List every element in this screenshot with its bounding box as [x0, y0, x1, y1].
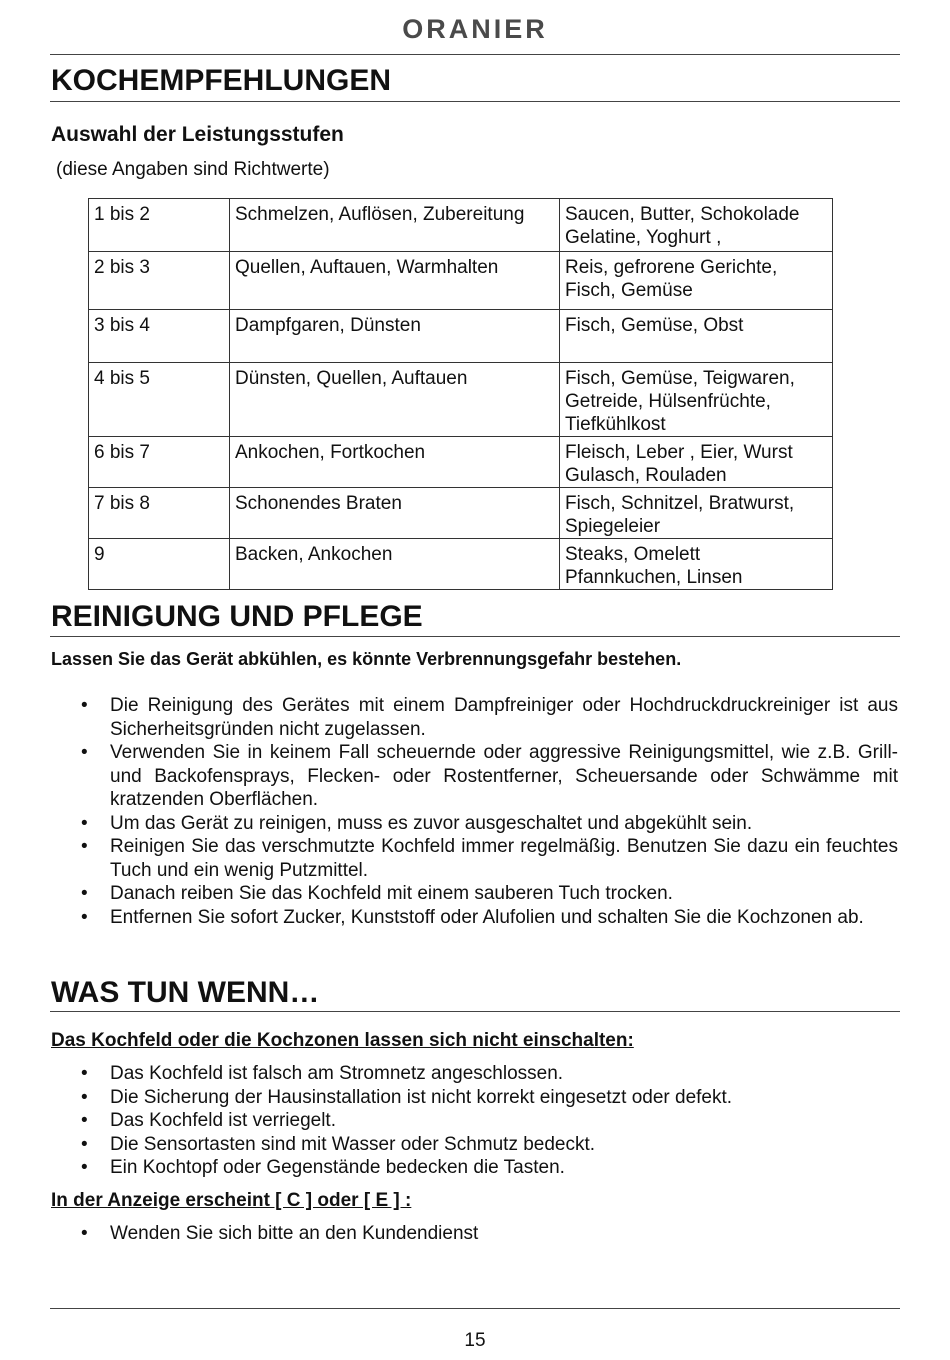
cleaning-list: [77, 694, 898, 929]
brand-logo: ORANIER: [402, 14, 548, 44]
food-cell: Fisch, Gemüse, Teigwaren, Getreide, Hülsenfrüchte, Tiefkühlkost: [560, 363, 833, 437]
food-cell: Fleisch, Leber , Eier, Wurst Gulasch, Rouladen: [560, 437, 833, 488]
case1-list: [77, 1062, 898, 1180]
case2-heading: In der Anzeige erscheint [ C ] oder [ E ] :: [51, 1190, 412, 1211]
method-cell: Dampfgaren, Dünsten: [230, 310, 560, 363]
method-cell: Dünsten, Quellen, Auftauen: [230, 363, 560, 437]
troubleshoot-title-rule: [50, 1011, 900, 1012]
method-cell: Quellen, Auftauen, Warmhalten: [230, 252, 560, 310]
list-item: • Reinigen Sie das verschmutzte Kochfeld immer regelmäßig. Benutzen Sie dazu ein feuchtes Tuch und ein wenig Putzmittel.: [77, 835, 898, 882]
list-item: • Wenden Sie sich bitte an den Kundendienst: [77, 1222, 898, 1246]
level-cell: 7 bis 8: [89, 488, 230, 539]
food-cell: Fisch, Schnitzel, Bratwurst, Spiegeleier: [560, 488, 833, 539]
list-item: • Die Reinigung des Gerätes mit einem Dampfreiniger oder Hochdruckdruckreiniger ist aus Sicherheitsgründen nicht zugelassen.: [77, 694, 898, 741]
list-item: • Das Kochfeld ist falsch am Stromnetz angeschlossen.: [77, 1062, 898, 1086]
table-row: [89, 488, 833, 539]
case1-heading: Das Kochfeld oder die Kochzonen lassen sich nicht einschalten:: [51, 1030, 634, 1051]
list-item: • Das Kochfeld ist verriegelt.: [77, 1109, 898, 1133]
food-cell: Saucen, Butter, Schokolade Gelatine, Yoghurt ,: [560, 199, 833, 252]
cooking-note: (diese Angaben sind Richtwerte): [56, 159, 330, 180]
level-cell: 1 bis 2: [89, 199, 230, 252]
level-cell: 9: [89, 539, 230, 590]
food-cell: Fisch, Gemüse, Obst: [560, 310, 833, 363]
cooking-subtitle: Auswahl der Leistungsstufen: [51, 123, 344, 146]
troubleshoot-title: WAS TUN WENN…: [51, 976, 320, 1009]
food-cell: Steaks, Omelett Pfannkuchen, Linsen: [560, 539, 833, 590]
list-item: • Danach reiben Sie das Kochfeld mit einem sauberen Tuch trocken.: [77, 882, 898, 906]
footer-rule: [50, 1308, 900, 1309]
case2-list: [77, 1222, 898, 1246]
list-item: • Verwenden Sie in keinem Fall scheuernde oder aggressive Reinigungsmittel, wie z.B. Grill- und Backofensprays, Flecken- oder Rostentferner, Scheuersande oder Schwämme mit kratzenden Oberflächen.: [77, 741, 898, 812]
table-row: [89, 363, 833, 437]
list-item: • Ein Kochtopf oder Gegenstände bedecken die Tasten.: [77, 1156, 898, 1180]
method-cell: Backen, Ankochen: [230, 539, 560, 590]
method-cell: Schmelzen, Auflösen, Zubereitung: [230, 199, 560, 252]
cooking-title-rule: [50, 101, 900, 102]
cleaning-title-rule: [50, 636, 900, 637]
cleaning-warning: Lassen Sie das Gerät abkühlen, es könnte Verbrennungsgefahr bestehen.: [51, 649, 682, 669]
table-row: [89, 539, 833, 590]
table-row: [89, 437, 833, 488]
table-row: [89, 310, 833, 363]
power-level-table: [88, 198, 833, 590]
level-cell: 4 bis 5: [89, 363, 230, 437]
cooking-title: KOCHEMPFEHLUNGEN: [51, 64, 392, 97]
list-item: • Entfernen Sie sofort Zucker, Kunststoff oder Alufolien und schalten Sie die Kochzonen ab.: [77, 906, 898, 930]
level-cell: 3 bis 4: [89, 310, 230, 363]
page-number: 15: [464, 1330, 486, 1351]
level-cell: 2 bis 3: [89, 252, 230, 310]
level-cell: 6 bis 7: [89, 437, 230, 488]
cleaning-title: REINIGUNG UND PFLEGE: [51, 600, 423, 633]
list-item: • Die Sensortasten sind mit Wasser oder Schmutz bedeckt.: [77, 1133, 898, 1157]
header-rule: [50, 54, 900, 55]
method-cell: Schonendes Braten: [230, 488, 560, 539]
list-item: • Um das Gerät zu reinigen, muss es zuvor ausgeschaltet und abgekühlt sein.: [77, 812, 898, 836]
table-row: [89, 252, 833, 310]
list-item: • Die Sicherung der Hausinstallation ist nicht korrekt eingesetzt oder defekt.: [77, 1086, 898, 1110]
table-row: [89, 199, 833, 252]
food-cell: Reis, gefrorene Gerichte, Fisch, Gemüse: [560, 252, 833, 310]
method-cell: Ankochen, Fortkochen: [230, 437, 560, 488]
